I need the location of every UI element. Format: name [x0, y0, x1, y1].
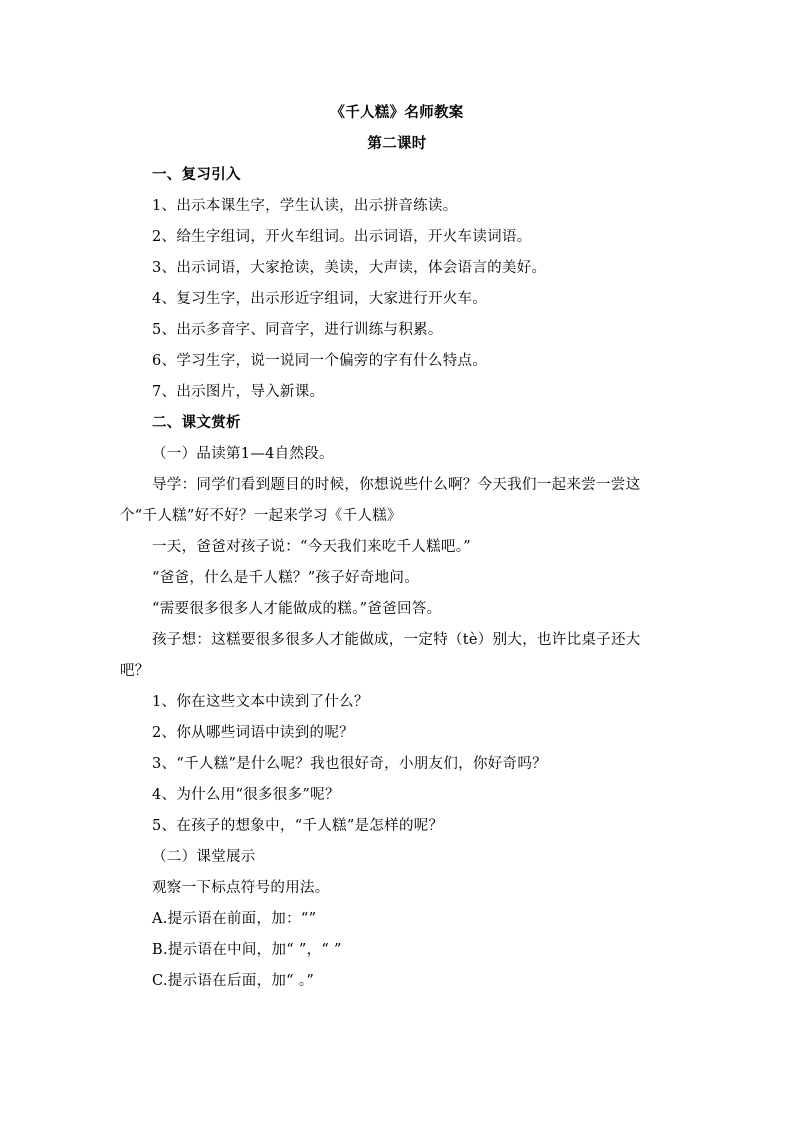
story-text-line: “需要很多很多人才能做成的糕。”爸爸回答。: [152, 601, 442, 617]
part-heading-display: （二）课堂展示: [152, 849, 256, 865]
guide-text-line: 个“千人糕”好不好？一起来学习《千人糕》: [120, 508, 402, 524]
review-item: 7、出示图片，导入新课。: [152, 384, 325, 400]
section-heading-appreciation: 二、课文赏析: [152, 414, 241, 431]
display-intro: 观察一下标点符号的用法。: [152, 880, 330, 896]
review-item: 2、给生字组词，开火车组词。出示词语，开火车读词语。: [152, 229, 532, 245]
document-subtitle: 第二课时: [367, 135, 427, 152]
question-item: 4、为什么用“很多很多”呢？: [152, 787, 340, 803]
punctuation-option: A.提示语在前面，加：“”: [152, 911, 317, 927]
section-heading-review: 一、复习引入: [152, 166, 241, 183]
review-item: 6、学习生字，说一说同一个偏旁的字有什么特点。: [152, 353, 488, 369]
story-text-line: “爸爸，什么是千人糕？”孩子好奇地问。: [152, 570, 420, 586]
review-item: 5、出示多音字、同音字，进行训练与积累。: [152, 322, 443, 338]
question-item: 1、你在这些文本中读到了什么？: [152, 694, 369, 710]
review-item: 1、出示本课生字，学生认读，出示拼音练读。: [152, 198, 458, 214]
review-item: 3、出示词语，大家抢读，美读，大声读，体会语言的美好。: [152, 260, 547, 276]
story-text-line: 吧？: [120, 663, 150, 679]
document-title: 《千人糕》名师教案: [330, 104, 464, 121]
question-item: 3、“千人糕”是什么呢？我也很好奇，小朋友们，你好奇吗？: [152, 756, 547, 772]
punctuation-option: B.提示语在中间，加“ ”，“ ”: [152, 942, 342, 958]
punctuation-option: C.提示语在后面，加“ 。”: [152, 973, 315, 989]
review-item: 4、复习生字，出示形近字组词，大家进行开火车。: [152, 291, 488, 307]
part-heading-reading: （一）品读第1—4自然段。: [152, 446, 334, 462]
story-text-line: 孩子想：这糕要很多很多人才能做成，一定特（tè）别大，也许比桌子还大: [152, 632, 641, 648]
guide-text-line: 导学：同学们看到题目的时候，你想说些什么啊？今天我们一起来尝一尝这: [152, 477, 641, 493]
question-item: 5、在孩子的想象中，“千人糕”是怎样的呢？: [152, 818, 444, 834]
question-item: 2、你从哪些词语中读到的呢？: [152, 725, 354, 741]
story-text-line: 一天，爸爸对孩子说：“今天我们来吃千人糕吧。”: [152, 539, 471, 555]
